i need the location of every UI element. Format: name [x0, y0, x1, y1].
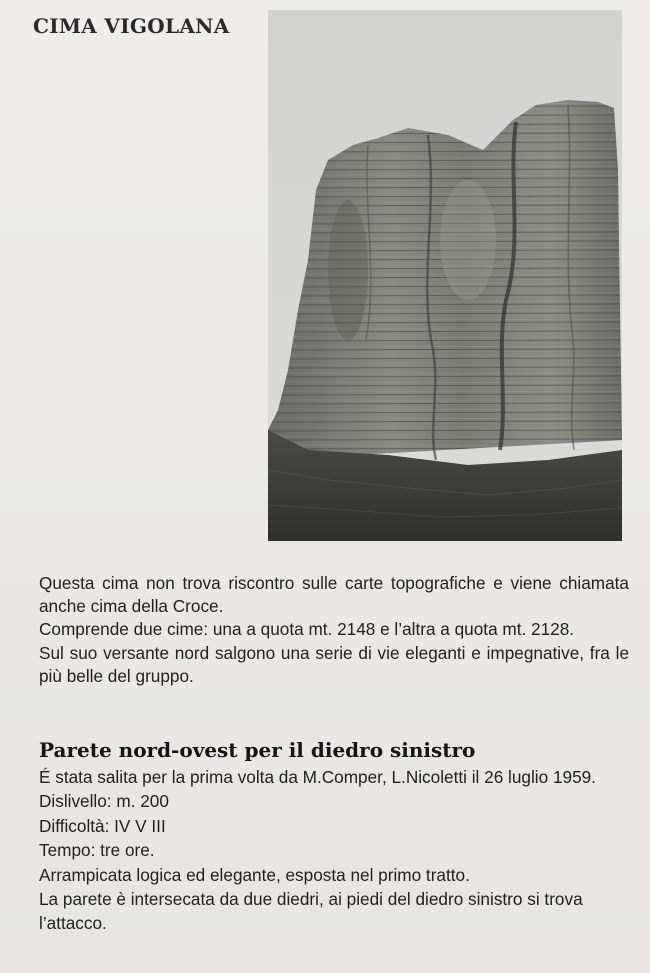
tempo-text: Tempo: tre ore.	[39, 840, 155, 861]
first-ascent-text: É stata salita per la prima volta da M.Comper, L.Nicoletti il 26 luglio 1959.	[39, 767, 596, 787]
difficolta-text: Difficoltà: IV V III	[39, 815, 166, 836]
dislivello-text: Dislivello: m. 200	[39, 791, 169, 812]
intro-paragraph: Comprende due cime: una a quota mt. 2148 e l’altra a quota mt. 2128.	[39, 619, 575, 640]
mountain-photo	[268, 10, 622, 541]
rock-face-illustration	[268, 10, 622, 541]
page-title: CIMA VIGOLANA	[33, 14, 230, 38]
route-description: La parete è intersecata da due diedri, ai piedi del diedro sinistro si trova l’attacco.	[39, 889, 583, 934]
route-heading: Parete nord-ovest per il diedro sinistro	[39, 738, 476, 762]
intro-paragraph: Sul suo versante nord salgono una serie di vie eleganti e impegnative, fra le più belle del gruppo.	[39, 642, 629, 686]
route-description: Arrampicata logica ed elegante, esposta nel primo tratto.	[39, 864, 470, 885]
intro-text	[39, 572, 629, 688]
route-details	[39, 765, 639, 936]
intro-paragraph: Questa cima non trova riscontro sulle carte topografiche e viene chiamata anche cima della Croce.	[39, 573, 629, 617]
